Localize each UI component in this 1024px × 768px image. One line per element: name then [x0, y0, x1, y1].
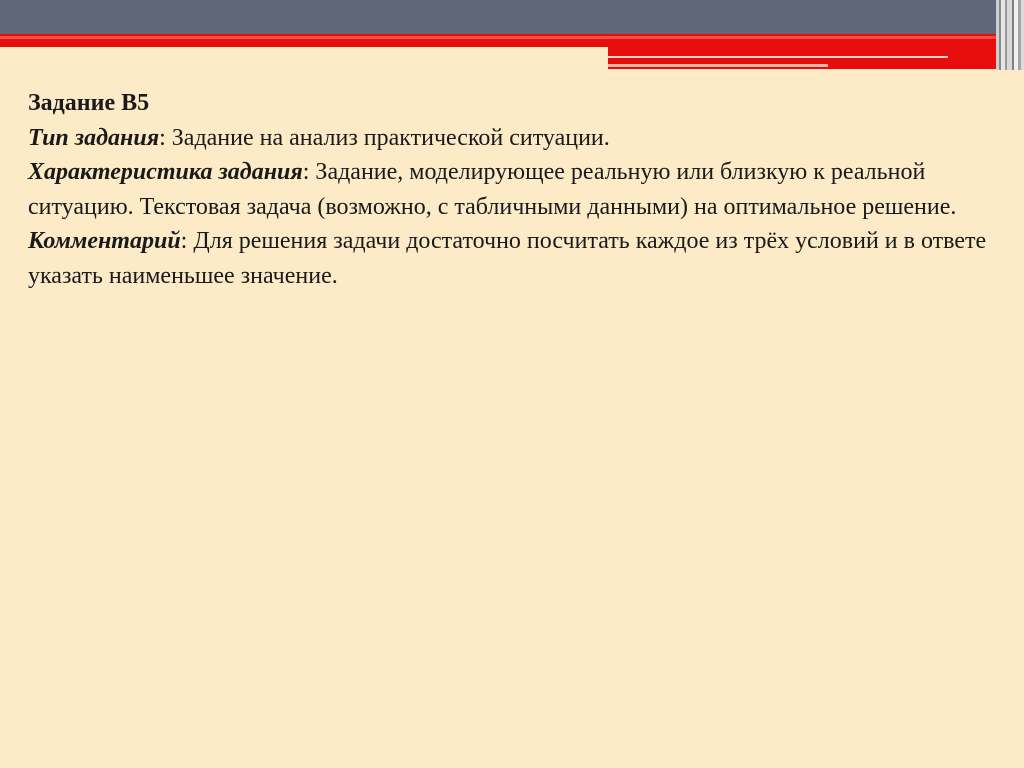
- task-characteristic-paragraph: [28, 155, 988, 224]
- comment-label: Комментарий: [28, 228, 181, 254]
- separator: :: [180, 228, 188, 254]
- accent-line: [608, 64, 828, 67]
- task-characteristic-text: Задание, моделирующее реальную или близкую к реальной ситуацию. Текстовая задача (возможно, с табличными данными) на оптимальное решение.: [28, 159, 957, 220]
- comment-text: Для решения задачи достаточно посчитать каждое из трёх условий и в ответе указать наименьшее значение.: [28, 228, 987, 289]
- separator: :: [159, 124, 166, 151]
- accent-line: [608, 56, 948, 58]
- header-bar: [0, 0, 1024, 34]
- task-type-paragraph: [28, 121, 988, 156]
- task-heading: [28, 86, 988, 121]
- heading-text: Задание B5: [28, 90, 150, 116]
- slide-body: [28, 86, 988, 293]
- task-characteristic-label: Характеристика задания: [28, 159, 303, 185]
- task-type-text: Задание на анализ практической ситуации.: [165, 124, 610, 151]
- separator: :: [302, 159, 310, 185]
- red-band-highlight: [0, 36, 1024, 39]
- comment-paragraph: [28, 224, 988, 293]
- decorative-stripes: [996, 0, 1024, 70]
- task-type-label: Тип задания: [28, 124, 160, 151]
